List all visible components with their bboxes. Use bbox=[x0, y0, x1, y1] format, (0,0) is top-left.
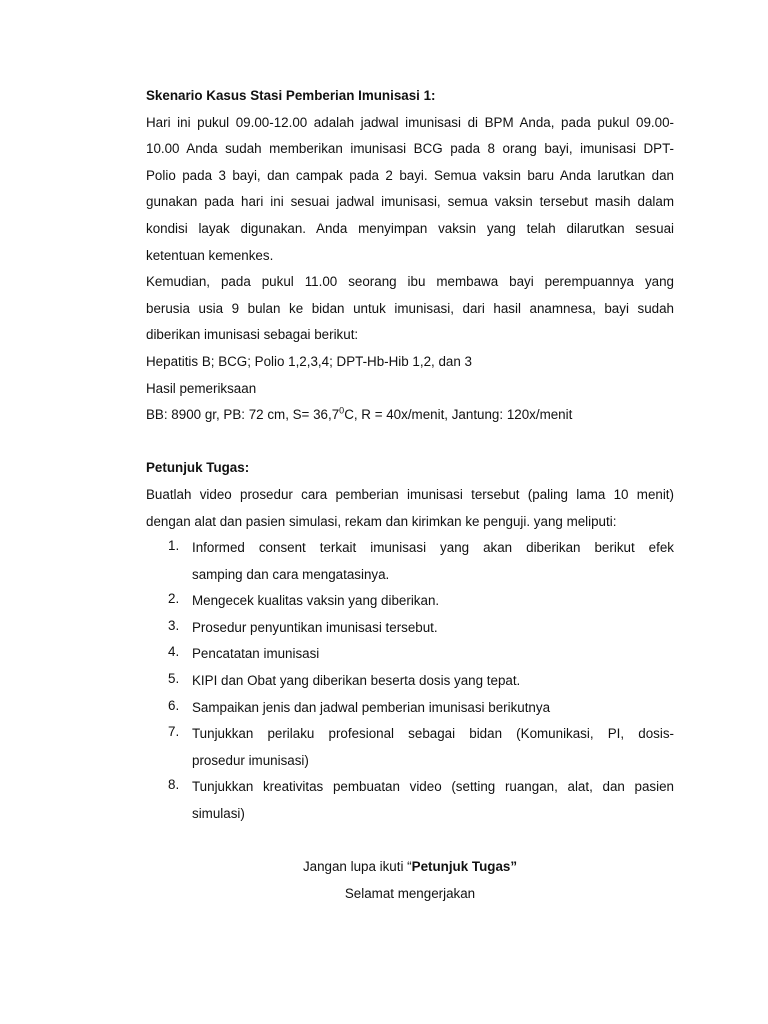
paragraph-line: Hari ini pukul 09.00-12.00 adalah jadwal imunisasi di BPM Anda, pada pukul 09.00- bbox=[146, 114, 674, 130]
exam-results bbox=[146, 405, 674, 432]
task-item bbox=[146, 618, 674, 645]
paragraph-line: kondisi layak digunakan. Anda menyimpan vaksin yang telah dilarutkan sesuai bbox=[146, 220, 674, 236]
task-text: Pencatatan imunisasi bbox=[192, 646, 320, 662]
paragraph-line: Buatlah video prosedur cara pemberian imunisasi tersebut (paling lama 10 menit) bbox=[146, 486, 674, 502]
paragraph-line: gunakan pada hari ini sesuai jadwal imunisasi, semua vaksin tersebut masih dalam bbox=[146, 194, 674, 210]
task-number: 6. bbox=[168, 697, 180, 713]
task-text: Mengecek kualitas vaksin yang diberikan. bbox=[192, 593, 440, 609]
spacer bbox=[146, 432, 674, 459]
instructions-intro bbox=[146, 485, 674, 538]
paragraph-line: dengan alat dan pasien simulasi, rekam dan kirimkan ke penguji. yang meliputi: bbox=[146, 513, 617, 529]
document-body bbox=[146, 86, 674, 910]
task-number: 4. bbox=[168, 644, 180, 660]
task-number: 7. bbox=[168, 724, 180, 740]
task-text: KIPI dan Obat yang diberikan beserta dosis yang tepat. bbox=[192, 673, 521, 689]
scenario-paragraph-2 bbox=[146, 272, 674, 352]
task-list bbox=[146, 538, 674, 831]
task-text: Informed consent terkait imunisasi yang akan diberikan berikut efek bbox=[192, 540, 674, 556]
task-item bbox=[146, 591, 674, 618]
degree-superscript: 0 bbox=[339, 405, 345, 416]
task-item bbox=[146, 724, 674, 777]
closing-reminder-emphasis: Petunjuk Tugas” bbox=[411, 859, 518, 875]
paragraph-line: berusia usia 9 bulan ke bidan untuk imunisasi, dari hasil anamnesa, bayi sudah bbox=[146, 300, 674, 316]
task-text: Sampaikan jenis dan jadwal pemberian imunisasi berikutnya bbox=[192, 699, 551, 715]
closing-farewell: Selamat mengerjakan bbox=[344, 885, 476, 901]
immunization-history: Hepatitis B; BCG; Polio 1,2,3,4; DPT-Hb-Hib 1,2, dan 3 bbox=[146, 353, 472, 369]
task-text: Tunjukkan kreativitas pembuatan video (setting ruangan, alat, dan pasien bbox=[192, 779, 674, 795]
closing-reminder bbox=[146, 857, 674, 884]
task-number: 5. bbox=[168, 671, 180, 687]
task-number: 8. bbox=[168, 777, 180, 793]
exam-results-text-continued: C, R = 40x/menit, Jantung: 120x/menit bbox=[344, 407, 573, 423]
paragraph-line: ketentuan kemenkes. bbox=[146, 247, 274, 263]
closing-reminder-text: Jangan lupa ikuti “ bbox=[302, 859, 412, 875]
task-text: Tunjukkan perilaku profesional sebagai bidan (Komunikasi, PI, dosis- bbox=[192, 726, 674, 742]
task-number: 2. bbox=[168, 591, 180, 607]
task-text: Prosedur penyuntikan imunisasi tersebut. bbox=[192, 619, 438, 635]
task-item bbox=[146, 644, 674, 671]
spacer bbox=[146, 831, 674, 858]
task-text: prosedur imunisasi) bbox=[192, 752, 309, 768]
task-item bbox=[146, 698, 674, 725]
exam-results-text: BB: 8900 gr, PB: 72 cm, S= 36,7 bbox=[146, 407, 340, 423]
task-item bbox=[146, 777, 674, 830]
task-text: simulasi) bbox=[192, 806, 245, 822]
instructions-title: Petunjuk Tugas: bbox=[146, 460, 250, 476]
paragraph-line: Polio pada 3 bayi, dan campak pada 2 bayi. Semua vaksin baru Anda larutkan dan bbox=[146, 167, 674, 183]
exam-heading: Hasil pemeriksaan bbox=[146, 380, 257, 396]
task-number: 3. bbox=[168, 617, 180, 633]
task-number: 1. bbox=[168, 538, 180, 554]
task-text: samping dan cara mengatasinya. bbox=[192, 566, 390, 582]
task-item bbox=[146, 671, 674, 698]
scenario-paragraph-1 bbox=[146, 113, 674, 273]
paragraph-line: diberikan imunisasi sebagai berikut: bbox=[146, 327, 359, 343]
paragraph-line: Kemudian, pada pukul 11.00 seorang ibu membawa bayi perempuannya yang bbox=[146, 274, 674, 290]
task-item bbox=[146, 538, 674, 591]
paragraph-line: 10.00 Anda sudah memberikan imunisasi BCG pada 8 orang bayi, imunisasi DPT- bbox=[146, 141, 674, 157]
scenario-title: Skenario Kasus Stasi Pemberian Imunisasi 1: bbox=[146, 88, 436, 103]
